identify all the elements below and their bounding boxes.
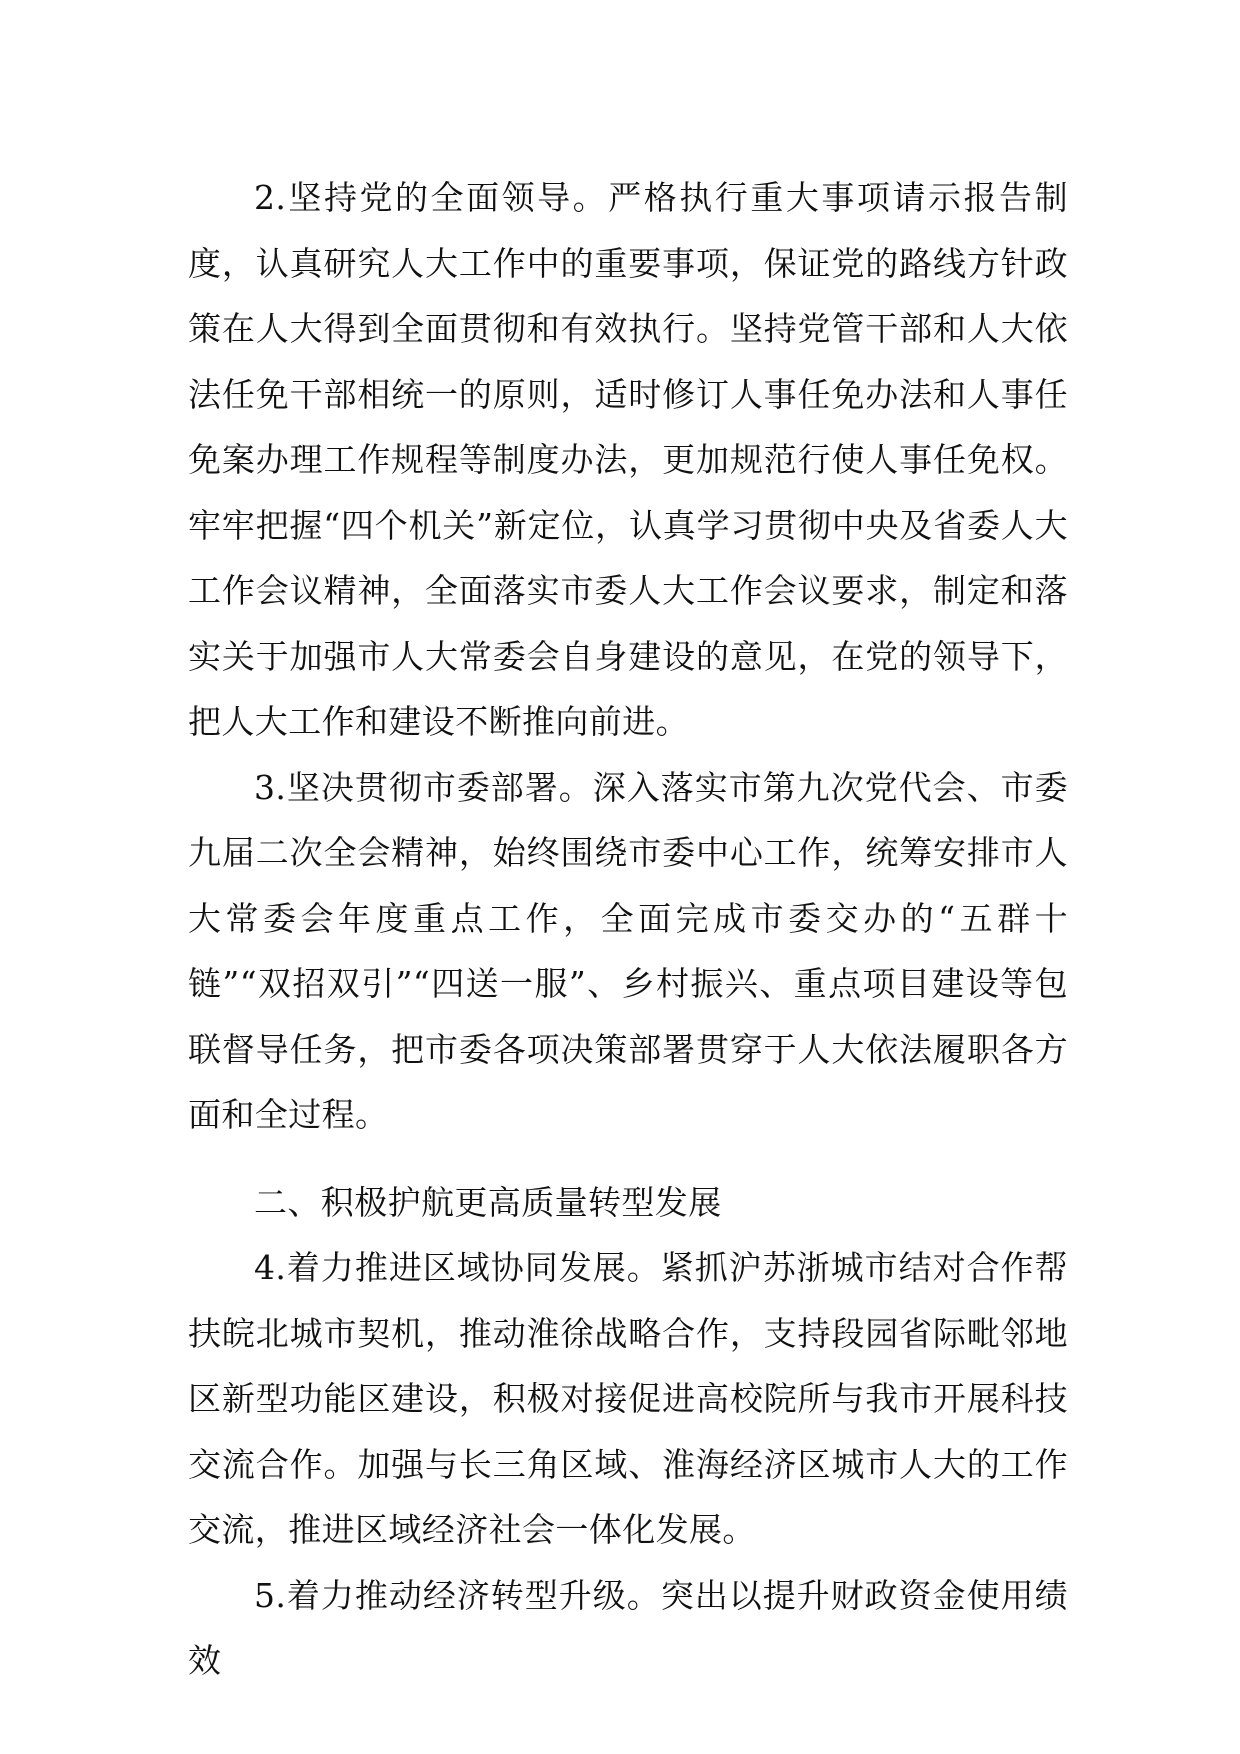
paragraph-item-2: 2.坚持党的全面领导。严格执行重大事项请示报告制度，认真研究人大工作中的重要事项，保证党的路线方针政策在人大得到全面贯彻和有效执行。坚持党管干部和人大依法任免干部相统一的原则，适时修订人事任免办法和人事任免案办理工作规程等制度办法，更加规范行使人事任免权。牢牢把握“四个机关”新定位，认真学习贯彻中央及省委人大工作会议精神，全面落实市委人大工作会议要求，制定和落实关于加强市人大常委会自身建设的意见，在党的领导下，把人大工作和建设不断推向前进。 [188, 178, 1068, 741]
paragraph-item-4: 4.着力推进区域协同发展。紧抓沪苏浙城市结对合作帮扶皖北城市契机，推动淮徐战略合作，支持段园省际毗邻地区新型功能区建设，积极对接促进高校院所与我市开展科技交流合作。加强与长三角区域、淮海经济区城市人大的工作交流，推进区域经济社会一体化发展。 [188, 1248, 1068, 1549]
section-heading: 二、积极护航更高质量转型发展 [254, 1182, 722, 1222]
document-body [188, 165, 1068, 1694]
paragraph-item-5: 5.着力推动经济转型升级。突出以提升财政资金使用绩效 [188, 1575, 1068, 1680]
paragraph-item-3: 3.坚决贯彻市委部署。深入落实市第九次党代会、市委九届二次全会精神，始终围绕市委中心工作，统筹安排市人大常委会年度重点工作，全面完成市委交办的“五群十链”“双招双引”“四送一服”、乡村振兴、重点项目建设等包联督导任务，把市委各项决策部署贯穿于人大依法履职各方面和全过程。 [188, 767, 1068, 1134]
